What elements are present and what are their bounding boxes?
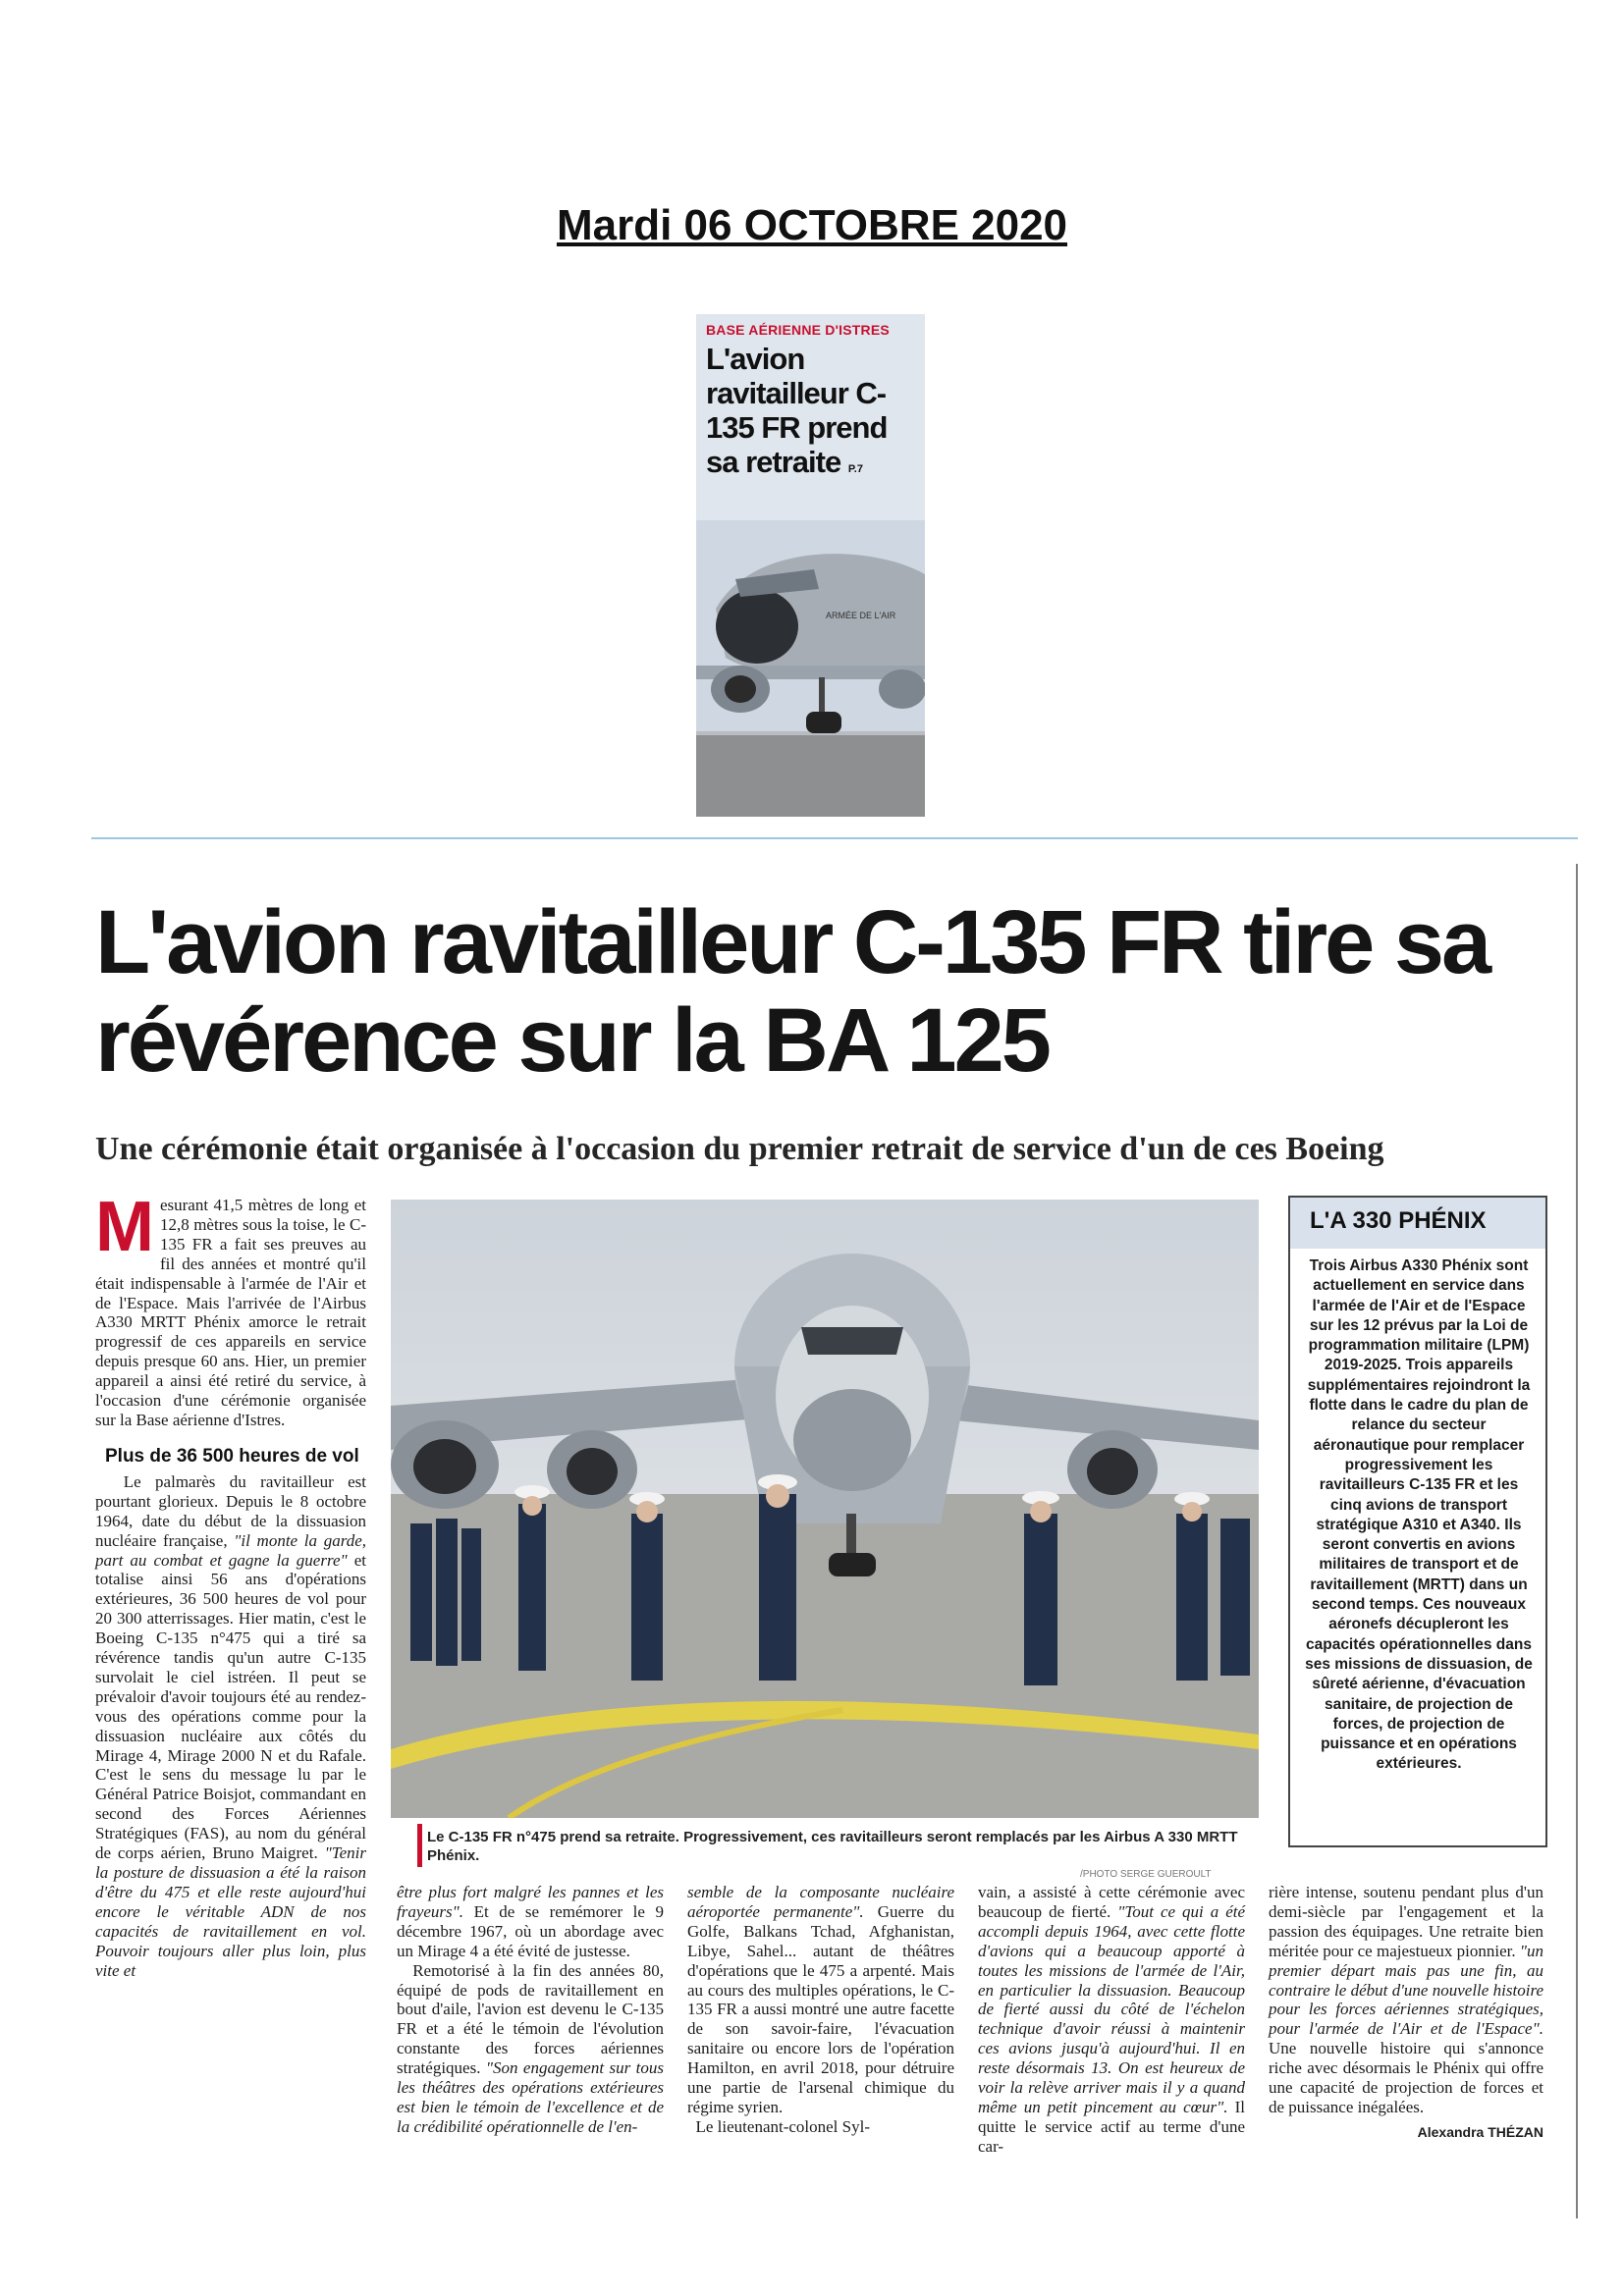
col1-text-b: et totalise ainsi 56 ans d'opérations extérieures, 36 500 heures de vol pour 20 300 atterrissages. Hier matin, c'est le Boeing C-135 n°475 qui a tiré sa révérence tandis qu'un autre C-135 survolait le ciel istréen. Il peut se prévaloir d'avoir toujours été au rendez-vous des opérations comme pour la dissuasion nucléaire aux côtés du Mirage 4, Mirage 2000 N et du Rafale. C'est le sens du message lu par le Général Patrice Boisjot, commandant en second des Forces Aériennes Stratégiques (FAS), au nom du général de corps aérien, Bruno Maigret. xyxy=(95,1550,366,1863)
col4-text-a: vain, a assisté à cette cérémonie avec beaucoup de fierté. xyxy=(978,1883,1245,1921)
article-headline: L'avion ravitailleur C-135 FR tire sa révérence sur la BA 125 xyxy=(95,892,1489,1091)
col4-text-b: Il quitte le service actif au terme d'une car- xyxy=(978,2097,1246,2156)
byline: Alexandra THÉZAN xyxy=(1417,2123,1543,2140)
teaser-page-ref: P.7 xyxy=(847,463,863,475)
article-column-5 xyxy=(1269,1883,1543,2143)
col2-text-b: Remotorisé à la fin des années 80, équipé de pods de ravitaillement en bout d'aile, l'avion est devenu le C-135 FR et a été le témoin de l'évolution constante des forces aériennes stratégiques. xyxy=(397,1960,664,2078)
front-page-teaser xyxy=(696,314,925,817)
drop-cap: M xyxy=(95,1188,154,1266)
caption-marker xyxy=(417,1824,422,1867)
teaser-kicker: BASE AÉRIENNE D'ISTRES xyxy=(706,322,890,338)
sidebar-body: Trois Airbus A330 Phénix sont actuellement en service dans l'armée de l'Air et de l'Espace sur les 12 prévus par la Loi de programmation militaire (LPM) 2019-2025. Trois appareils supplémentaires rejoindront la flotte dans le cadre du plan de relance du secteur aéronautique pour remplacer progressivement les ravitailleurs C-135 FR et les cinq avions de transport stratégique A310 et A340. Ils seront convertis en avions militaires de transport et de ravitaillement (MRTT) dans un second temps. Ces nouveaux aéronefs décupleront les capacités opérationnelles dans ses missions de dissuasion, de sûreté aérienne, d'évacuation sanitaire, de projection de forces, de projection de puissance et en opérations extérieures. xyxy=(1305,1257,1533,1773)
article-standfirst: Une cérémonie était organisée à l'occasion du premier retrait de service d'un de ces Boeing xyxy=(95,1131,1384,1167)
sidebar-box xyxy=(1288,1196,1547,1847)
photo-caption: Le C-135 FR n°475 prend sa retraite. Progressivement, ces ravitailleurs seront remplacés par les Airbus A 330 MRTT Phénix. xyxy=(427,1829,1238,1864)
col2-quote-b: "Son engagement sur tous les théâtres des opérations extérieures est bien le témoin de l'excellence et de la crédibilité opérationnelle de l'en- xyxy=(397,2058,664,2136)
col1-quote-b: "Tenir la posture de dissuasion a été la raison d'être du 475 et elle reste aujourd'hui encore le véritable ADN de nos capacités de ravitaillement en vol. Pouvoir toujours aller plus loin, plus vite et xyxy=(95,1843,366,1980)
teaser-fuselage-text: ARMÉE DE L'AIR xyxy=(826,611,896,620)
section-divider xyxy=(91,837,1578,839)
article-lead: esurant 41,5 mètres de long et 12,8 mètres sous la toise, le C-135 FR a fait ses preuves au fil des années et montré qu'il était indispensable à l'armée de l'Air et de l'Espace. Mais l'arrivée de l'Airbus A330 MRTT Phénix amorce le retrait progressif de ces appareils en service depuis presque 60 ans. Hier, un premier appareil a ainsi été retiré du service, à l'occasion d'une cérémonie organisée sur la Base aérienne d'Istres. xyxy=(95,1196,366,1429)
sidebar-title: L'A 330 PHÉNIX xyxy=(1290,1198,1545,1249)
col4-quote: "Tout ce qui a été accompli depuis 1964, avec cette flotte d'avions qui a beaucoup apporté à toutes les missions de l'armée de l'Air, en particulier la dissuasion. Beaucoup de fierté aussi du côté de l'échelon technique d'avoir réussi à maintenir ces avions jusqu'à aujourd'hui. Il en reste désormais 13. On est heureux de voir la relève arriver mais il y a quand même un petit pincement au cœur". xyxy=(978,1901,1246,2116)
article-subhead: Plus de 36 500 heures de vol xyxy=(105,1445,359,1467)
col3-text-a: Guerre du Golfe, Balkans Tchad, Afghanistan, Libye, Sahel... autant de théâtres d'opérations que le 475 a arpenté. Mais au cours des multiples opérations, le C-135 FR a aussi montré une autre facette de son savoir-faire, l'évacuation sanitaire ou encore lors de l'opération Hamilton, en avril 2018, pour détruire une partie de l'arsenal chimique du régime syrien. xyxy=(687,1901,954,2116)
col3-text-b: Le lieutenant-colonel Syl- xyxy=(695,2116,870,2136)
article-column-2 xyxy=(397,1883,664,2137)
col1-text-a: Le palmarès du ravitailleur est pourtant glorieux. Depuis le 8 octobre 1964, date du début de la dissuasion nucléaire française, xyxy=(95,1471,366,1550)
col2-text-a: Et de se remémorer le 9 décembre 1967, où un abordage avec un Mirage 4 a été évité de justesse. xyxy=(397,1901,664,1960)
col5-text-a: rière intense, soutenu pendant plus d'un demi-siècle par l'engagement et la passion des équipages. Une retraite bien méritée pour ce majestueux pionnier. xyxy=(1269,1883,1543,1960)
article-column-4 xyxy=(978,1883,1245,2157)
teaser-headline: L'avion ravitailleur C-135 FR prend sa retraite P.7 xyxy=(706,342,888,479)
article-column-3 xyxy=(687,1883,954,2137)
col1-quote-a: "il monte la garde, part au combat et gagne la guerre" xyxy=(95,1530,366,1570)
main-photo xyxy=(391,1200,1259,1818)
col3-quote: semble de la composante nucléaire aéroportée permanente". xyxy=(687,1883,954,1921)
article-column-1 xyxy=(95,1188,366,1980)
photo-credit: /PHOTO SERGE GUEROULT xyxy=(1080,1869,1212,1880)
col2-quote-a: être plus fort malgré les pannes et les frayeurs". xyxy=(397,1883,664,1921)
col5-text-b: Une nouvelle histoire qui s'annonce riche avec désormais le Phénix qui offre une capacité de projection de forces et de puissance inégalées. xyxy=(1269,2039,1543,2116)
page-date: Mardi 06 OCTOBRE 2020 xyxy=(556,201,1068,249)
col5-quote: "un premier départ mais pas une fin, au contraire le début d'une nouvelle histoire pour les forces aériennes stratégiques, pour l'armée de l'Air et de l'Espace". xyxy=(1269,1941,1543,2039)
teaser-aircraft-photo xyxy=(696,520,925,817)
